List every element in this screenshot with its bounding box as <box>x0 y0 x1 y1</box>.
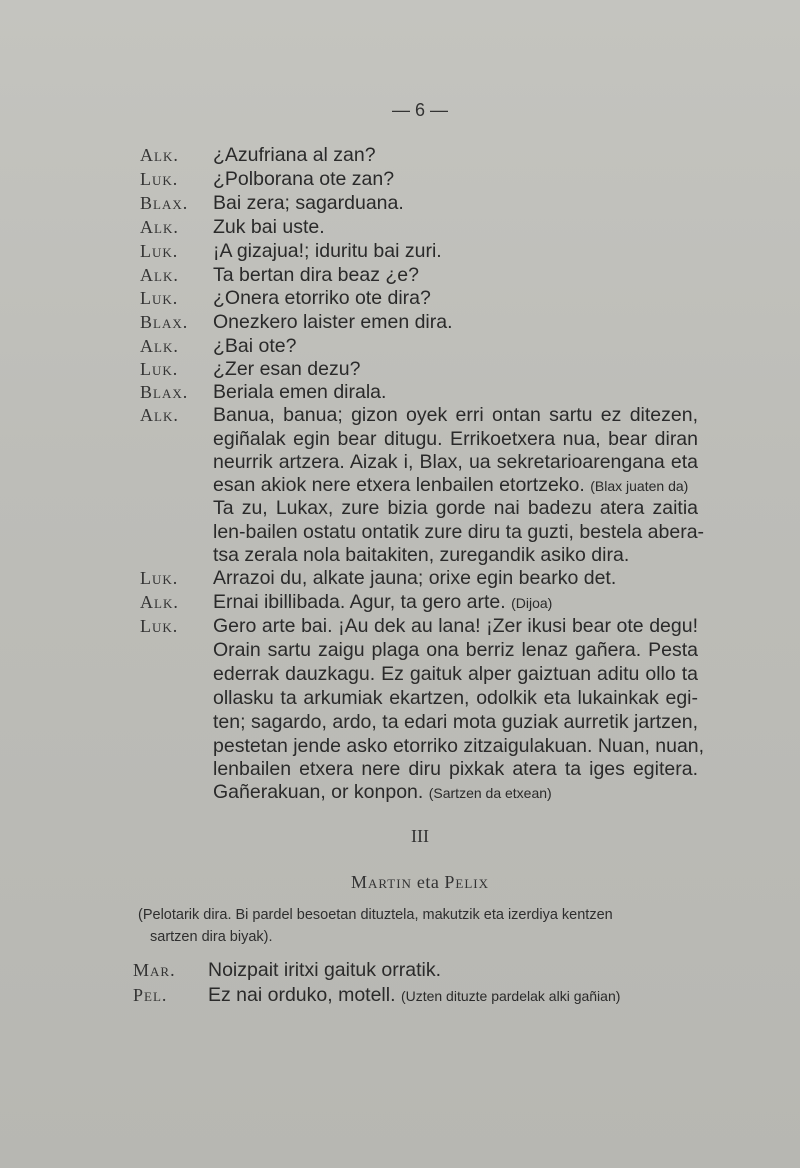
speaker-label: Luk. <box>140 616 179 636</box>
speaker-label: Mar. <box>133 960 176 980</box>
speech-text: tsa zerala nola baitakiten, zuregandik asiko dira. <box>213 544 630 566</box>
speaker-label: Luk. <box>140 169 179 189</box>
speaker-label: Blax. <box>140 312 189 332</box>
speech-text: ¿Polborana ote zan? <box>213 168 395 190</box>
stage-note: (Blax juaten da) <box>590 478 689 494</box>
speech-text: Orain sartu zaigu plaga ona berriz lenaz gañera. Pesta <box>213 639 698 661</box>
stage-direction-line: sartzen dira biyak). <box>150 929 273 945</box>
speaker-label: Alk. <box>140 265 179 285</box>
speech-text: Zuk bai uste. <box>213 216 325 238</box>
speech-text: Ernai ibillibada. Agur, ta gero arte. <box>213 591 506 613</box>
speech-text: ¿Onera etorriko ote dira? <box>213 287 431 309</box>
speaker-label: Pel. <box>133 985 168 1005</box>
speech-text: ¿Azufriana al zan? <box>213 144 376 166</box>
speech-text: Bai zera; sagarduana. <box>213 192 404 214</box>
speaker-label: Alk. <box>140 336 179 356</box>
speech-text: neurrik artzera. Aizak i, Blax, ua sekretarioarengana eta <box>213 451 698 473</box>
speech-text: Banua, banua; gizon oyek erri ontan sartu ez ditezen, <box>213 404 698 426</box>
stage-note: (Uzten dituzte pardelak alki gañian) <box>400 988 621 1004</box>
speech-text: ¿Bai ote? <box>213 335 297 357</box>
scene-number: III <box>411 826 429 846</box>
character-name: Martin <box>350 872 412 892</box>
speaker-label: Luk. <box>140 568 179 588</box>
speech-text: Arrazoi du, alkate jauna; orixe egin bearko det. <box>213 567 617 589</box>
speech-text: Gañerakuan, or konpon. <box>213 781 424 803</box>
page-number: — 6 — <box>391 100 448 120</box>
speaker-label: Alk. <box>140 217 179 237</box>
speech-text: egiñalak egin bear ditugu. Errikoetxera nua, bear diran <box>213 428 698 450</box>
speech-text: ederrak dauzkagu. Ez gaituk alper gaiztuan aditu ollo ta <box>213 663 698 685</box>
conjunction: eta <box>416 872 440 892</box>
speech-text: ¿Zer esan dezu? <box>213 358 361 380</box>
speech-text <box>208 983 693 1008</box>
stage-note: (Dijoa) <box>511 595 553 611</box>
speaker-label: Alk. <box>140 405 179 425</box>
speech-text: Gero arte bai. ¡Au dek au lana! ¡Zer ikusi bear ote degu! <box>213 615 698 637</box>
speech-text: ollasku ta arkumiak ekartzen, odolkik eta lukainkak egi- <box>213 687 698 709</box>
speech-text: len-bailen ostatu ontatik zure diru ta guzti, bestela abera- <box>213 521 705 543</box>
speaker-label: Blax. <box>140 382 189 402</box>
speech-text: pestetan jende asko etorriko zitzaigulakuan. Nuan, nuan, <box>213 735 705 757</box>
character-name: Pelix <box>444 872 490 892</box>
speaker-label: Alk. <box>140 592 179 612</box>
speech-text: Ta bertan dira beaz ¿e? <box>213 264 419 286</box>
speech-text: ¡A gizajua!; iduritu bai zuri. <box>213 240 442 262</box>
speech-text <box>213 590 698 615</box>
stage-note: (Sartzen da etxean) <box>428 785 552 801</box>
scene-characters <box>0 872 800 893</box>
speaker-label: Luk. <box>140 359 179 379</box>
speech-text <box>213 473 698 498</box>
speech-text: Onezkero laister emen dira. <box>213 311 453 333</box>
stage-direction-line: (Pelotarik dira. Bi pardel besoetan dituztela, makutzik eta izerdiya kentzen <box>138 907 613 923</box>
speaker-label: Blax. <box>140 193 189 213</box>
speech-text: Noizpait iritxi gaituk orratik. <box>208 959 441 981</box>
speech-text: esan akiok nere etxera lenbailen etortzeko. <box>213 474 585 496</box>
speaker-label: Luk. <box>140 241 179 261</box>
speech-text: Ez nai orduko, motell. <box>208 984 396 1006</box>
speech-text: Ta zu, Lukax, zure bizia gorde nai badezu atera zaitia <box>213 497 698 519</box>
speaker-label: Luk. <box>140 288 179 308</box>
stage-direction <box>138 904 698 948</box>
speech-text: lenbailen etxera nere diru pixkak atera ta iges egitera. <box>213 758 698 780</box>
speech-text: ten; sagardo, ardo, ta edari mota guziak aurretik jartzen, <box>213 711 698 733</box>
speaker-label: Alk. <box>140 145 179 165</box>
speech-text: Beriala emen dirala. <box>213 381 387 403</box>
speech-text <box>213 780 698 805</box>
